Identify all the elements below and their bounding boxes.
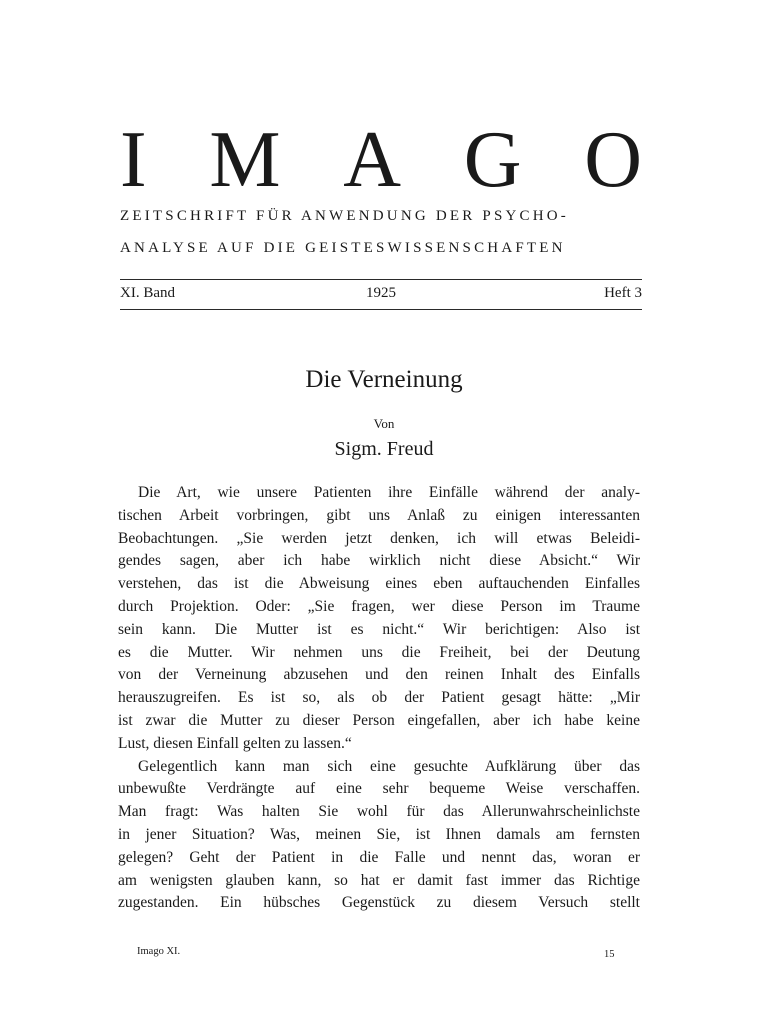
masthead-letter: G <box>463 116 522 204</box>
journal-subtitle-line-1: ZEITSCHRIFT FÜR ANWENDUNG DER PSYCHO- <box>120 208 569 224</box>
article-author: Sigm. Freud <box>334 438 434 460</box>
masthead-letter: M <box>209 116 281 204</box>
body-line: es die Mutter. Wir nehmen uns die Freiheit, bei der Deutung <box>118 643 640 661</box>
body-line: gelegen? Geht der Patient in die Falle und nennt das, woran er <box>118 848 640 866</box>
body-line: unbewußte Verdrängte auf eine sehr bequeme Weise verschaffen. <box>118 780 640 798</box>
journal-masthead <box>120 116 642 204</box>
body-line: durch Projektion. Oder: „Sie fragen, wer diese Person im Traume <box>118 597 640 615</box>
bottom-rule <box>120 309 642 310</box>
top-rule <box>120 279 642 280</box>
masthead-letter: O <box>584 116 642 204</box>
year-label: 1925 <box>366 285 396 301</box>
body-line: Die Art, wie unsere Patienten ihre Einfälle während der analy- <box>138 484 640 501</box>
journal-subtitle-line-2: ANALYSE AUF DIE GEISTESWISSENSCHAFTEN <box>120 240 566 256</box>
body-line: in jener Situation? Was, meinen Sie, ist Ihnen damals am fernsten <box>118 825 640 843</box>
masthead-letter: A <box>343 116 401 204</box>
article-title: Die Verneinung <box>305 366 463 393</box>
masthead-letter: I <box>120 116 147 204</box>
body-line: zugestanden. Ein hübsches Gegenstück zu diesem Versuch stellt <box>118 894 640 912</box>
body-line: Man fragt: Was halten Sie wohl für das Allerunwahrscheinlichste <box>118 803 640 821</box>
body-line: ist zwar die Mutter zu dieser Person eingefallen, aber ich habe keine <box>118 711 640 729</box>
body-line: Lust, diesen Einfall gelten zu lassen.“ <box>118 734 352 752</box>
body-line: Beobachtungen. „Sie werden jetzt denken, ich will etwas Beleidi- <box>118 529 640 547</box>
volume-label: XI. Band <box>120 285 175 301</box>
issue-label: Heft 3 <box>604 285 642 301</box>
byline-von: Von <box>373 416 395 431</box>
body-line: tischen Arbeit vorbringen, gibt uns Anlaß zu einigen interessanten <box>118 506 640 524</box>
body-line: verstehen, das ist die Abweisung eines eben auftauchenden Einfalles <box>118 575 640 593</box>
body-line: gendes sagen, aber ich habe wirklich nicht diese Absicht.“ Wir <box>118 552 640 570</box>
body-line: sein kann. Die Mutter ist es nicht.“ Wir berichtigen: Also ist <box>118 620 640 638</box>
body-line: am wenigsten glauben kann, so hat er damit fast immer das Richtige <box>118 871 640 889</box>
footer-journal-signature: Imago XI. <box>137 946 181 957</box>
body-line: von der Verneinung abzusehen und den reinen Inhalt des Einfalls <box>118 666 640 684</box>
page-number: 15 <box>604 949 615 960</box>
body-line: herauszugreifen. Es ist so, als ob der Patient gesagt hätte: „Mir <box>118 689 640 707</box>
body-line: Gelegentlich kann man sich eine gesuchte Aufklärung über das <box>138 757 640 775</box>
article-body <box>118 482 640 915</box>
